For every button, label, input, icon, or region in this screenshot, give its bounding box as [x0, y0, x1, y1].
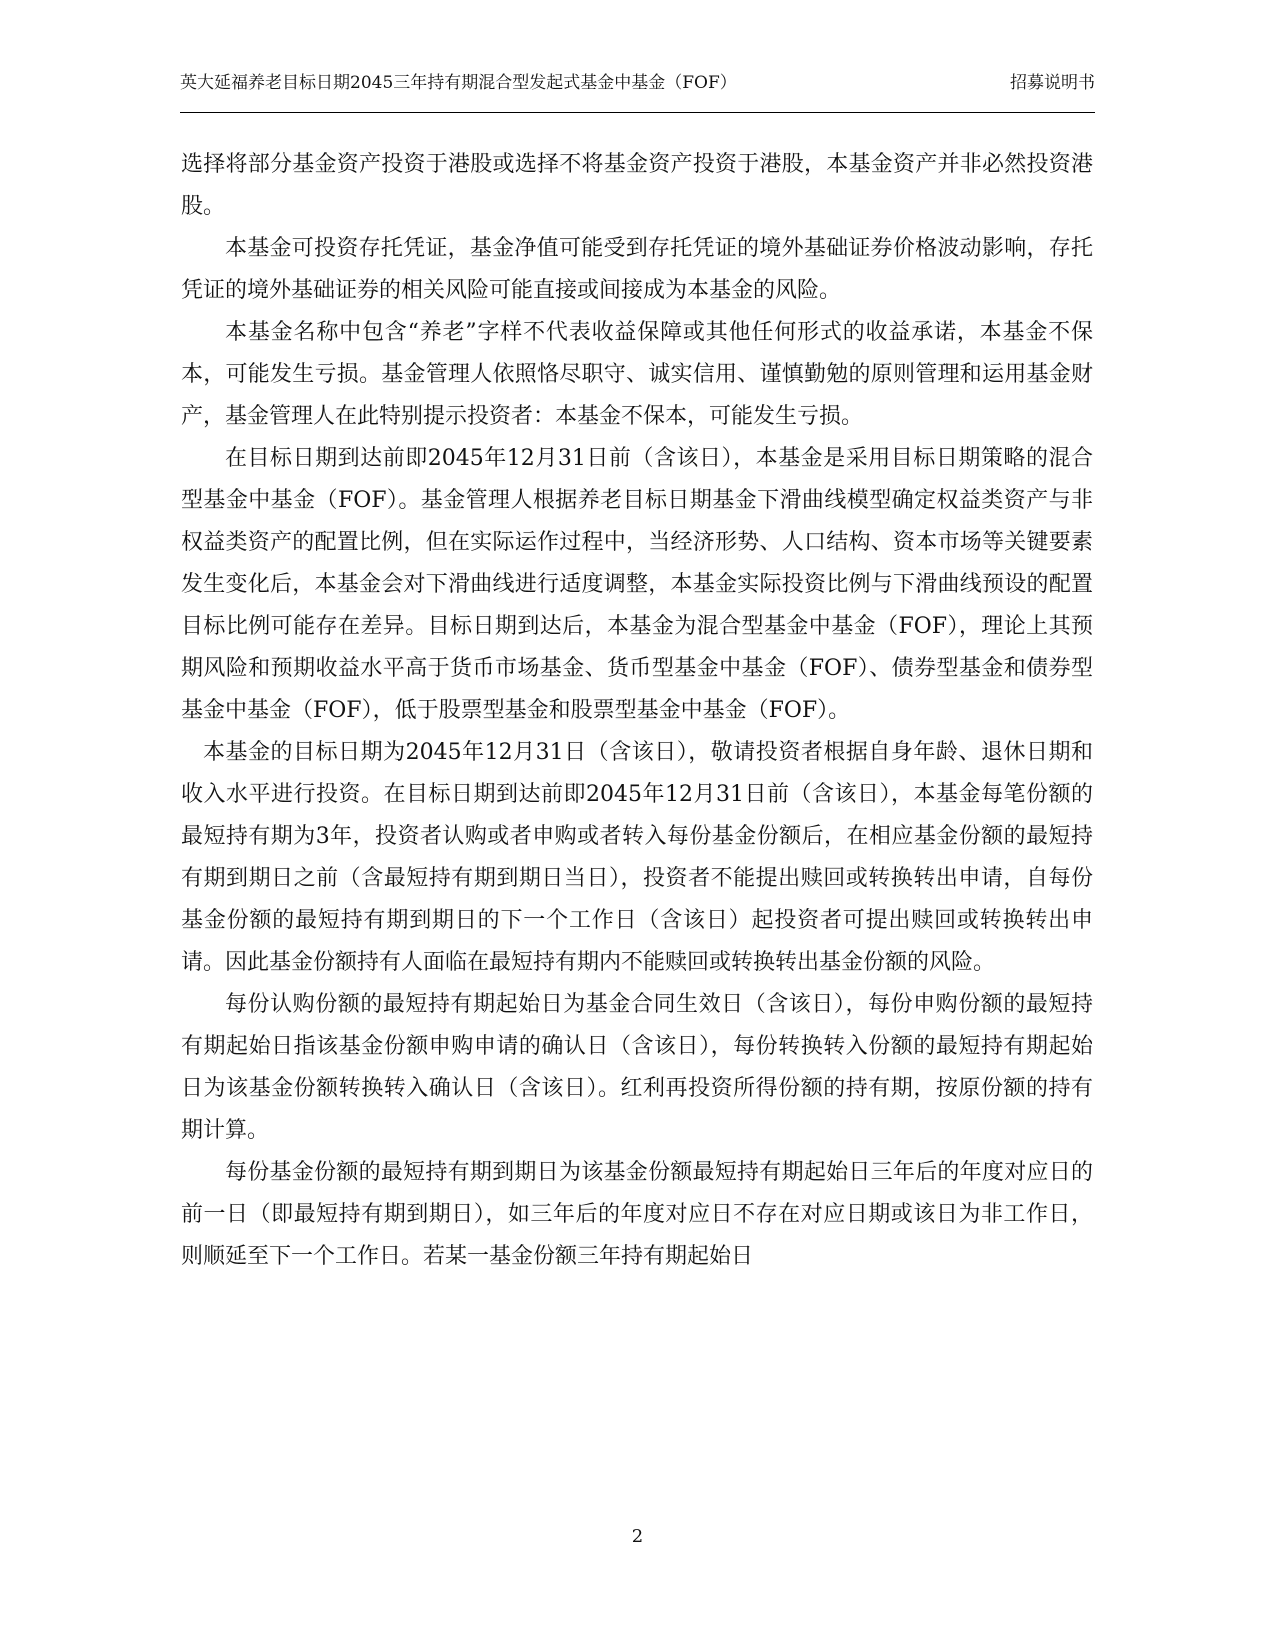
- paragraph-no-guarantee: 本基金名称中包含“养老”字样不代表收益保障或其他任何形式的收益承诺，本基金不保本，可能发生亏损。基金管理人依照恪尽职守、诚实信用、谨慎勤勉的原则管理和运用基金财产，基金管理人在此特别提示投资者：本基金不保本，可能发生亏损。: [181, 320, 1093, 429]
- page-header: [180, 72, 1095, 113]
- paragraph-hk-stocks: 选择将部分基金资产投资于港股或选择不将基金资产投资于港股，本基金资产并非必然投资港股。: [181, 152, 1093, 219]
- document-body: [181, 144, 1093, 1278]
- paragraph-depositary-receipts: 本基金可投资存托凭证，基金净值可能受到存托凭证的境外基础证券价格波动影响，存托凭证的境外基础证券的相关风险可能直接或间接成为本基金的风险。: [181, 236, 1093, 303]
- page-number: 2: [631, 1526, 644, 1547]
- document-type: 招募说明书: [1010, 73, 1095, 93]
- paragraph-holding-period: 本基金的目标日期为2045年12月31日（含该日），敬请投资者根据自身年龄、退休日期和收入水平进行投资。在目标日期到达前即2045年12月31日前（含该日），本基金每笔份额的最短持有期为3年，投资者认购或者申购或者转入每份基金份额后，在相应基金份额的最短持有期到期日之前（含最短持有期到期日当日），投资者不能提出赎回或转换转出申请，自每份基金份额的最短持有期到期日的下一个工作日（含该日）起投资者可提出赎回或转换转出申请。因此基金份额持有人面临在最短持有期内不能赎回或转换转出基金份额的风险。: [181, 740, 1093, 975]
- paragraph-target-date-strategy: 在目标日期到达前即2045年12月31日前（含该日），本基金是采用目标日期策略的混合型基金中基金（FOF）。基金管理人根据养老目标日期基金下滑曲线模型确定权益类资产与非权益类资产的配置比例，但在实际运作过程中，当经济形势、人口结构、资本市场等关键要素发生变化后，本基金会对下滑曲线进行适度调整，本基金实际投资比例与下滑曲线预设的配置目标比例可能存在差异。目标日期到达后，本基金为混合型基金中基金（FOF），理论上其预期风险和预期收益水平高于货币市场基金、货币型基金中基金（FOF）、债券型基金和债券型基金中基金（FOF），低于股票型基金和股票型基金中基金（FOF）。: [181, 446, 1093, 723]
- paragraph-holding-end-date: 每份基金份额的最短持有期到期日为该基金份额最短持有期起始日三年后的年度对应日的前一日（即最短持有期到期日），如三年后的年度对应日不存在对应日期或该日为非工作日，则顺延至下一个工作日。若某一基金份额三年持有期起始日: [181, 1160, 1093, 1269]
- paragraph-holding-start-date: 每份认购份额的最短持有期起始日为基金合同生效日（含该日），每份申购份额的最短持有期起始日指该基金份额申购申请的确认日（含该日），每份转换转入份额的最短持有期起始日为该基金份额转换转入确认日（含该日）。红利再投资所得份额的持有期，按原份额的持有期计算。: [181, 992, 1093, 1143]
- document-title: 英大延福养老目标日期2045三年持有期混合型发起式基金中基金（FOF）: [180, 73, 737, 93]
